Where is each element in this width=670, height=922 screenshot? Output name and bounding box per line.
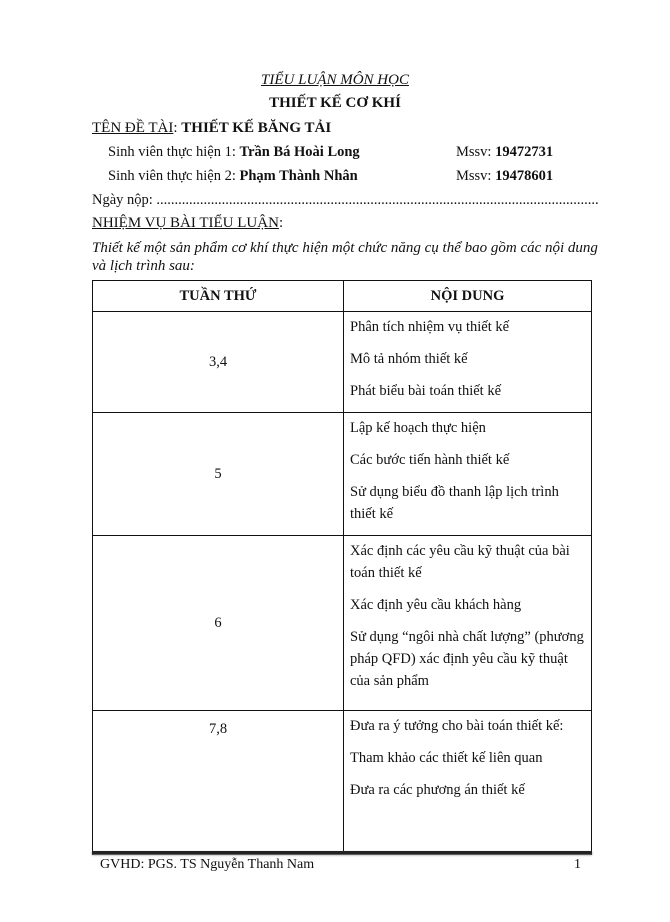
document-course: THIẾT KẾ CƠ KHÍ xyxy=(269,95,401,111)
table-row xyxy=(93,413,592,536)
page-number: 1 xyxy=(574,857,581,872)
content-item: Xác định các yêu cầu kỹ thuật của bài toán thiết kế xyxy=(350,543,570,581)
content-item: Lập kế hoạch thực hiện xyxy=(350,420,486,436)
week-cell: 6 xyxy=(93,536,344,711)
mssv-label: Mssv: xyxy=(456,144,496,160)
table-row xyxy=(93,312,592,413)
topic-value: THIẾT KẾ BĂNG TẢI xyxy=(181,120,332,136)
content-item: Phân tích nhiệm vụ thiết kế xyxy=(350,319,510,335)
content-cell xyxy=(344,413,592,536)
content-item: Sử dụng biểu đồ thanh lập lịch trình thiết kế xyxy=(350,484,559,522)
content-item: Tham khảo các thiết kế liên quan xyxy=(350,750,543,766)
task-intro: Thiết kế một sản phẩm cơ khí thực hiện một chức năng cụ thể bao gồm các nội dung và lịch trình sau: xyxy=(92,240,598,274)
content-item: Các bước tiến hành thiết kế xyxy=(350,452,510,468)
submit-date: Ngày nộp: .......................................................................................................................... xyxy=(92,192,599,208)
header-content: NỘI DUNG xyxy=(344,281,592,312)
footer-advisor: GVHD: PGS. TS Nguyễn Thanh Nam xyxy=(100,857,315,872)
student-1 xyxy=(108,144,360,161)
content-item: Mô tả nhóm thiết kế xyxy=(350,351,468,367)
document-subject: TIỂU LUẬN MÔN HỌC xyxy=(261,72,409,88)
mssv-value: 19472731 xyxy=(495,144,554,160)
student-1-id xyxy=(456,144,553,161)
content-item: Đưa ra các phương án thiết kế xyxy=(350,782,525,798)
table-row xyxy=(93,711,592,855)
table-header-row xyxy=(93,281,592,312)
student-name: Phạm Thành Nhân xyxy=(239,168,358,184)
content-item: Xác định yêu cầu khách hàng xyxy=(350,597,522,613)
student-2 xyxy=(108,168,358,185)
mssv-label: Mssv: xyxy=(456,168,496,184)
content-item: Phát biểu bài toán thiết kế xyxy=(350,383,502,399)
student-2-id xyxy=(456,168,553,185)
content-cell xyxy=(344,711,592,855)
mssv-value: 19478601 xyxy=(495,168,554,184)
week-cell: 7,8 xyxy=(93,711,344,855)
topic-label: TÊN ĐỀ TÀI xyxy=(92,120,174,136)
header-week: TUẦN THỨ xyxy=(93,281,344,312)
content-item: Đưa ra ý tưởng cho bài toán thiết kế: xyxy=(350,718,564,734)
table-row xyxy=(93,536,592,711)
student-label: Sinh viên thực hiện 1: xyxy=(108,144,240,160)
topic-line: TÊN ĐỀ TÀI: THIẾT KẾ BĂNG TẢI xyxy=(92,120,332,136)
student-name: Trần Bá Hoài Long xyxy=(239,144,360,160)
footer-divider xyxy=(92,851,592,854)
week-cell: 3,4 xyxy=(93,312,344,413)
content-cell xyxy=(344,536,592,711)
task-label: NHIỆM VỤ BÀI TIỂU LUẬN xyxy=(92,215,279,231)
task-heading: NHIỆM VỤ BÀI TIỂU LUẬN: xyxy=(92,215,284,231)
content-cell xyxy=(344,312,592,413)
schedule-table xyxy=(92,280,592,855)
student-label: Sinh viên thực hiện 2: xyxy=(108,168,240,184)
week-cell: 5 xyxy=(93,413,344,536)
content-item: Sử dụng “ngôi nhà chất lượng” (phương pháp QFD) xác định yêu cầu kỹ thuật của sản phẩm xyxy=(350,629,584,689)
